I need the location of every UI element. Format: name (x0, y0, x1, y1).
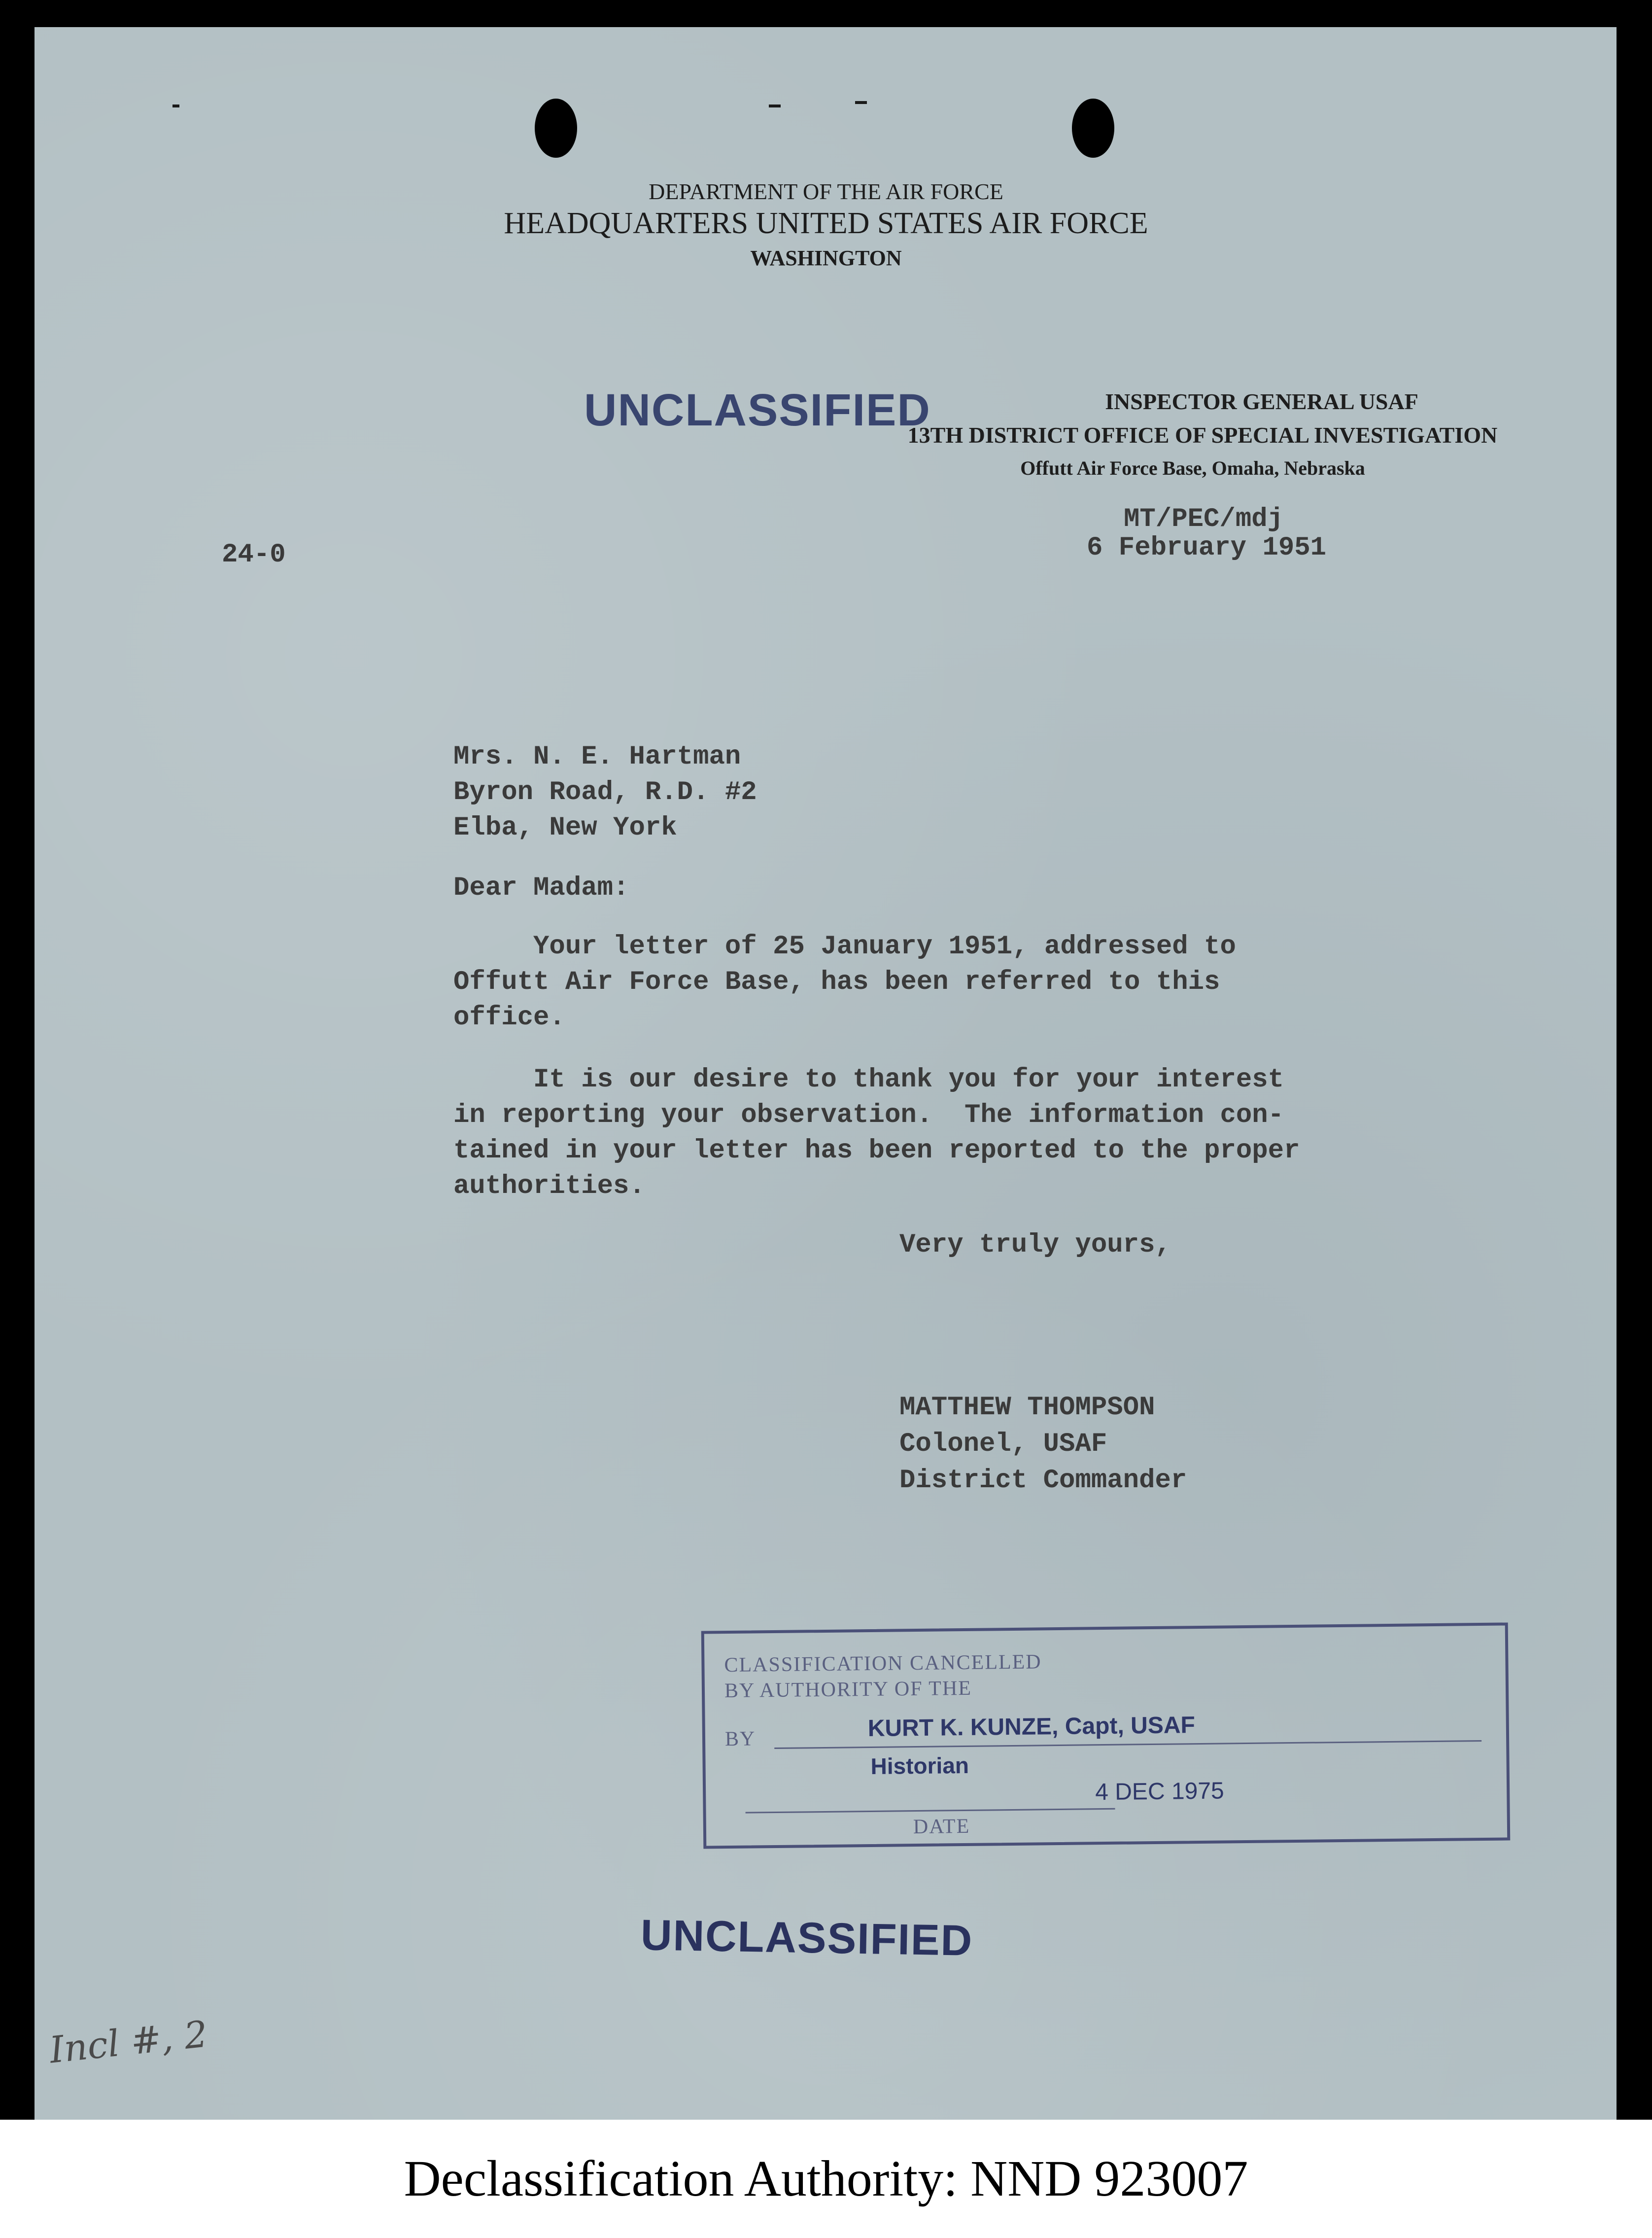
signature-name: MATTHEW THOMPSON (899, 1393, 1155, 1423)
punch-hole-right (1072, 99, 1114, 158)
paper-speck (855, 101, 867, 104)
office-line-3: Offutt Air Force Base, Omaha, Nebraska (1020, 457, 1365, 479)
signature-rank: Colonel, USAF (899, 1429, 1107, 1459)
unclassified-stamp-top: UNCLASSIFIED (584, 385, 931, 435)
declass-date-label: DATE (913, 1815, 970, 1839)
declass-date-line (746, 1808, 1115, 1814)
recipient-street: Byron Road, R.D. #2 (453, 777, 757, 807)
declass-signer: KURT K. KUNZE, Capt, USAF (867, 1712, 1196, 1742)
letterhead-headquarters: HEADQUARTERS UNITED STATES AIR FORCE (504, 207, 1148, 240)
signature-title: District Commander (899, 1466, 1187, 1496)
declass-stamp-date: 4 DEC 1975 (1095, 1778, 1224, 1806)
declassification-authority-footer: Declassification Authority: NND 923007 (0, 2120, 1652, 2238)
salutation: Dear Madam: (453, 873, 629, 903)
declass-line-1: CLASSIFICATION CANCELLED (724, 1650, 1042, 1677)
declass-by-label: BY (724, 1727, 756, 1751)
handwritten-enclosure-note: Incl #, 2 (47, 2013, 210, 2072)
paper-speck (769, 105, 781, 107)
letterhead-department: DEPARTMENT OF THE AIR FORCE (649, 179, 1003, 204)
paper-speck (172, 105, 179, 107)
letterhead-city: WASHINGTON (750, 246, 902, 270)
file-number: 24-0 (222, 540, 286, 570)
office-line-1: INSPECTOR GENERAL USAF (1105, 389, 1418, 414)
declassification-stamp (701, 1622, 1511, 1849)
declass-line-2: BY AUTHORITY OF THE (724, 1677, 972, 1703)
declass-signer-title: Historian (870, 1752, 969, 1779)
office-line-2: 13TH DISTRICT OFFICE OF SPECIAL INVESTIGATION (907, 422, 1498, 448)
unclassified-stamp-bottom: UNCLASSIFIED (640, 1910, 974, 1965)
recipient-city: Elba, New York (453, 813, 677, 843)
body-paragraph-2: It is our desire to thank you for your interest in reporting your observation. The information con- tained in your letter has been reported to the proper authorities. (453, 1065, 1300, 1201)
body-paragraph-1: Your letter of 25 January 1951, addressed to Offutt Air Force Base, has been referred to this office. (453, 932, 1236, 1033)
reference-code: MT/PEC/mdj (1124, 504, 1284, 534)
punch-hole-left (535, 99, 577, 158)
closing: Very truly yours, (899, 1230, 1171, 1260)
letter-date: 6 February 1951 (1087, 533, 1327, 563)
recipient-name: Mrs. N. E. Hartman (453, 742, 741, 772)
